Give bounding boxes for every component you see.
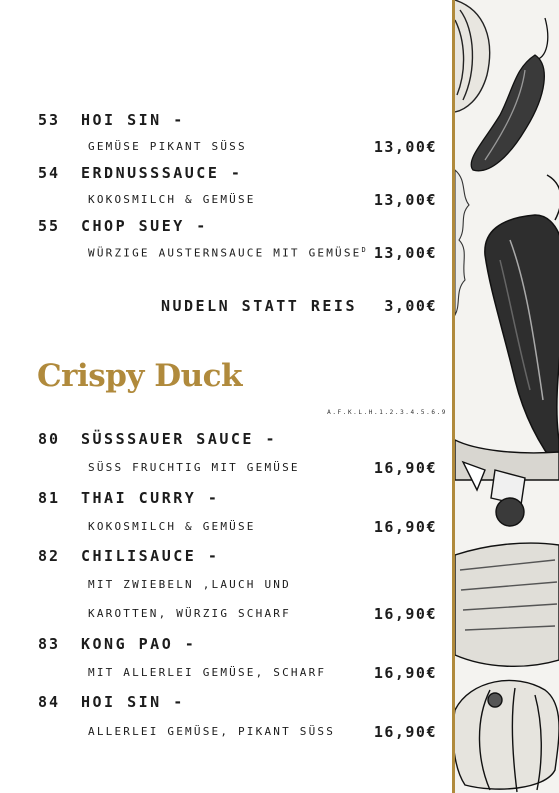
item-title: HOI SIN - (81, 693, 185, 711)
garlic-icon (455, 680, 559, 792)
item-price: 16,90€ (373, 605, 437, 623)
chili-pepper-icon (485, 175, 559, 470)
item-description: SÜSS FRUCHTIG MIT GEMÜSE (88, 461, 300, 474)
item-number: 84 (38, 693, 61, 711)
item-number: 80 (38, 430, 61, 448)
item-title: THAI CURRY - (81, 489, 220, 507)
illustration-panel (455, 0, 559, 793)
item-number: 53 (38, 111, 61, 129)
menu-item-title-row (0, 430, 452, 454)
lettuce-icon (455, 170, 469, 315)
item-title: CHOP SUEY - (81, 217, 208, 235)
item-title: CHILISAUCE - (81, 547, 220, 565)
item-description: MIT ZWIEBELN ,LAUCH UND (88, 578, 291, 591)
item-price: 13,00€ (373, 138, 437, 156)
item-number: 83 (38, 635, 61, 653)
allergen-codes: A.F.K.L.H.1.2.3.4.5.6.9 (327, 409, 447, 416)
item-description: MIT ALLERLEI GEMÜSE, SCHARF (88, 666, 327, 679)
extra-row (0, 297, 452, 321)
item-price: 13,00€ (373, 191, 437, 209)
item-price: 16,90€ (373, 518, 437, 536)
menu-item-title-row (0, 693, 452, 717)
menu-item-desc-row (0, 138, 452, 162)
item-price: 16,90€ (373, 459, 437, 477)
menu-item-desc-row (0, 664, 452, 688)
menu-item-title-row (0, 164, 452, 188)
item-description: GEMÜSE PIKANT SÜSS (88, 140, 247, 153)
menu-item-desc-row (0, 576, 452, 600)
item-price: 16,90€ (373, 723, 437, 741)
item-number: 81 (38, 489, 61, 507)
menu-item-desc-row (0, 244, 452, 268)
item-description (88, 246, 366, 260)
item-price: 13,00€ (373, 244, 437, 262)
menu-item-title-row (0, 547, 452, 571)
item-description: KOKOSMILCH & GEMÜSE (88, 520, 256, 533)
item-description: KAROTTEN, WÜRZIG SCHARF (88, 607, 291, 620)
item-number: 82 (38, 547, 61, 565)
extra-label: NUDELN STATT REIS (160, 297, 357, 315)
menu-item-desc-row (0, 605, 452, 629)
menu-item-title-row (0, 217, 452, 241)
menu-item-title-row (0, 489, 452, 513)
item-price: 16,90€ (373, 664, 437, 682)
item-number: 54 (38, 164, 61, 182)
menu-item-title-row (0, 635, 452, 659)
section-title: Crispy Duck (37, 358, 242, 394)
item-title: HOI SIN - (81, 111, 185, 129)
description-text: WÜRZIGE AUSTERNSAUCE MIT GEMÜSE (88, 246, 362, 260)
onion-icon (455, 0, 490, 112)
item-title: SÜSSSAUER SAUCE - (81, 430, 278, 448)
extra-price: 3,00€ (384, 297, 437, 315)
item-description: ALLERLEI GEMÜSE, PIKANT SÜSS (88, 725, 336, 738)
menu-item-desc-row (0, 459, 452, 483)
menu-item-desc-row (0, 518, 452, 542)
menu-item-desc-row (0, 723, 452, 747)
item-number: 55 (38, 217, 61, 235)
item-title: KONG PAO - (81, 635, 197, 653)
allergen-superscript: D (361, 246, 366, 254)
bowl-icon (455, 440, 559, 666)
menu-item-title-row (0, 111, 452, 135)
item-description: KOKOSMILCH & GEMÜSE (88, 193, 256, 206)
item-title: ERDNUSSSAUCE - (81, 164, 243, 182)
menu-item-desc-row (0, 191, 452, 215)
